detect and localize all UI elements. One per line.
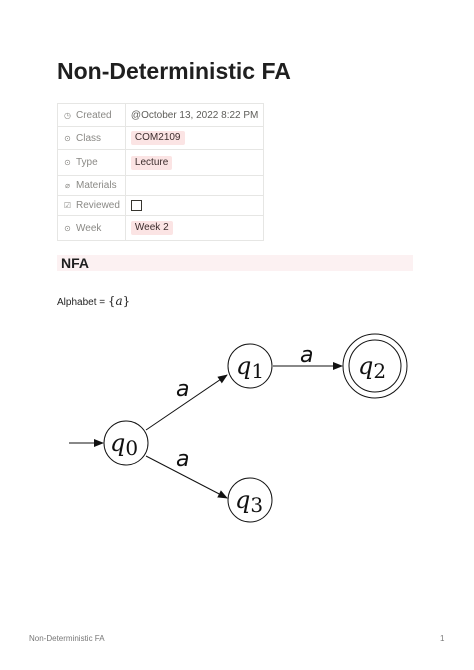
property-label: Week	[76, 222, 102, 234]
property-label: Class	[76, 132, 102, 144]
state-label: q1	[236, 352, 265, 383]
checkbox-icon: ☑	[63, 201, 72, 210]
section-heading-nfa: NFA	[57, 255, 413, 271]
state-q1	[228, 344, 272, 388]
page-title: Non-Deterministic FA	[57, 58, 291, 84]
state-q0	[104, 421, 148, 465]
class-tag[interactable]: COM2109	[131, 131, 185, 145]
week-tag[interactable]: Week 2	[131, 221, 173, 235]
select-icon: ⊙	[64, 223, 71, 233]
clock-icon: ◷	[64, 110, 71, 120]
transition-label-q0-q3: a	[176, 447, 190, 472]
state-q2	[343, 334, 407, 398]
close-brace: }	[122, 294, 131, 308]
property-label: Materials	[76, 180, 117, 191]
footer-title: Non-Deterministic FA	[29, 634, 105, 643]
state-label: q0	[110, 429, 139, 460]
property-label: Reviewed	[76, 200, 120, 211]
state-q3	[228, 478, 272, 522]
page-number: 1	[440, 634, 445, 643]
alphabet-label: Alphabet =	[57, 297, 108, 308]
open-brace: {	[107, 294, 116, 308]
alphabet-symbol: a	[115, 294, 123, 308]
state-label: q3	[235, 486, 264, 517]
select-icon: ⊙	[64, 158, 71, 167]
created-date: @October 13, 2022 8:22 PM	[130, 109, 259, 121]
property-label: Created	[76, 109, 112, 121]
transition-label-q1-q2: a	[300, 343, 314, 368]
paperclip-icon: ⌀	[65, 181, 70, 190]
type-tag[interactable]: Lecture	[131, 156, 172, 170]
property-label: Type	[76, 157, 98, 168]
select-icon: ⊙	[64, 133, 71, 143]
state-label: q2	[358, 352, 387, 383]
transition-label-q0-q1: a	[176, 377, 190, 402]
